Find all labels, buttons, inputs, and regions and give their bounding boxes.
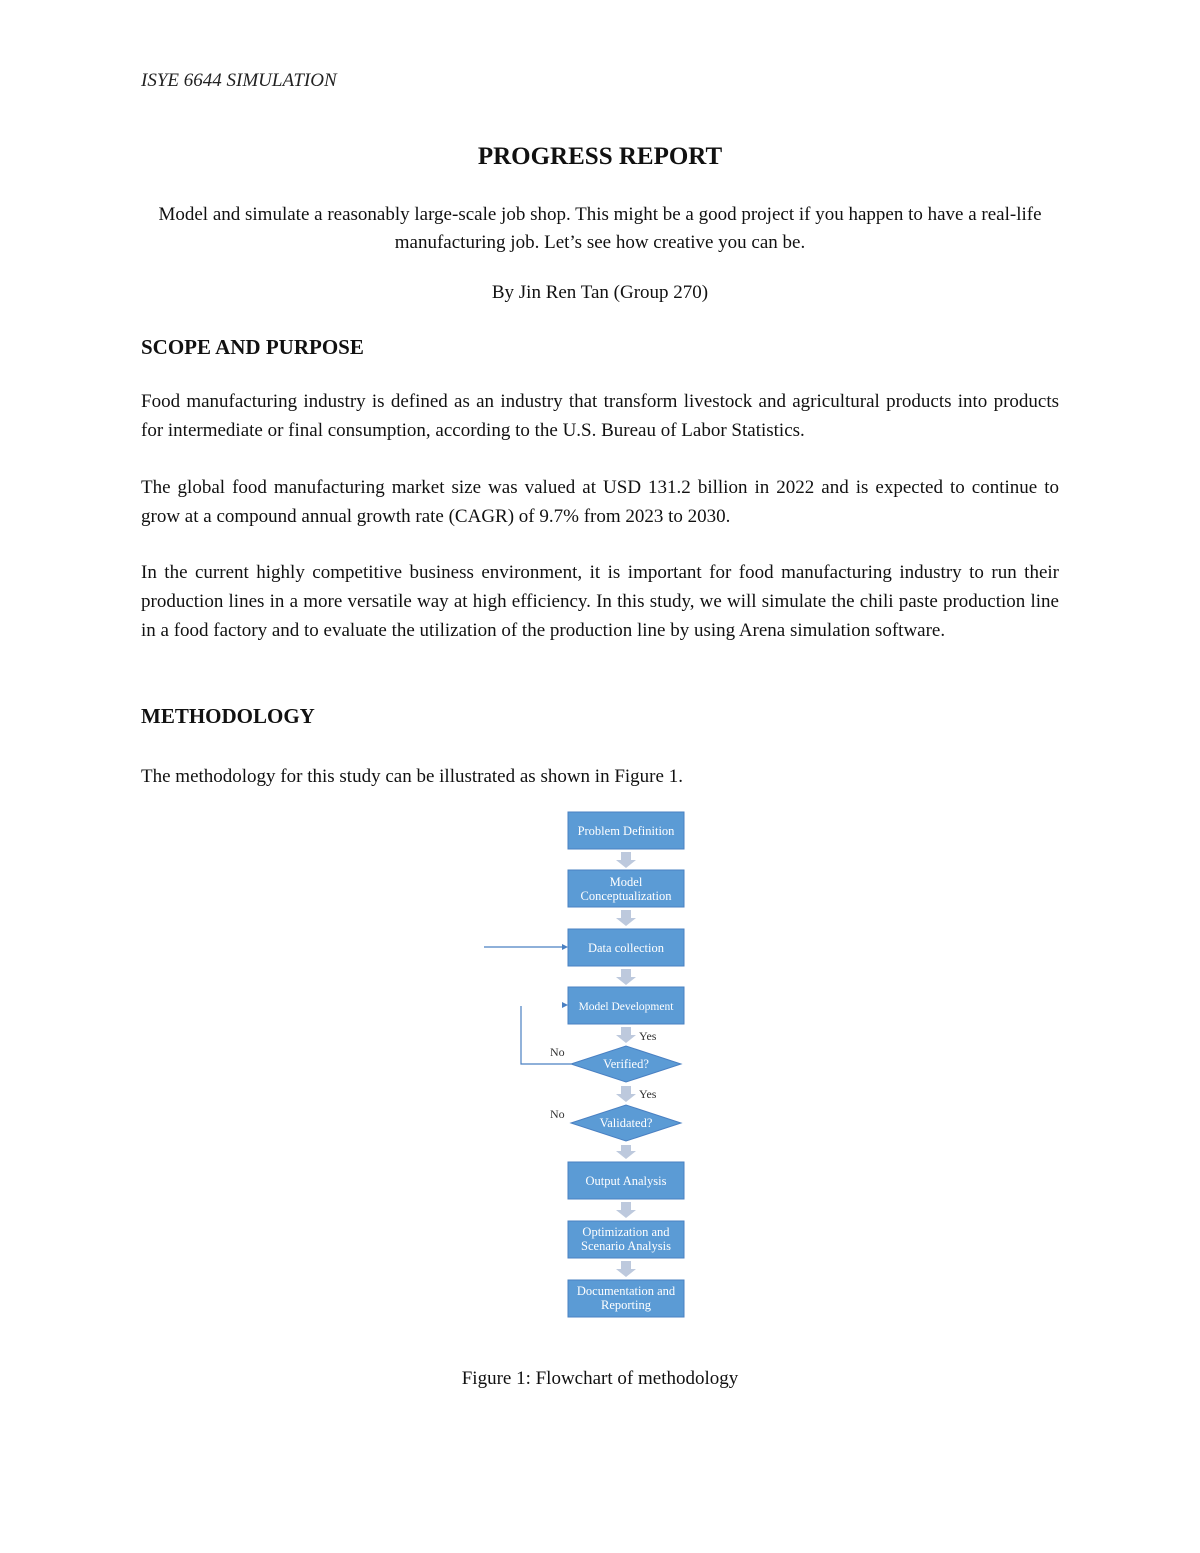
- node-validated: Validated?: [599, 1116, 653, 1130]
- scope-paragraph-1: Food manufacturing industry is defined as an industry that transform livestock and agricultural products into products for intermediate or final consumption, according to the U.S. Bureau of Labor Statistics.: [141, 391, 1059, 441]
- subtitle: Model and simulate a reasonably large-scale job shop. This might be a good project if you happen to have a real-life manufacturing job. Let’s see how creative you can be.: [158, 204, 1042, 253]
- node-documentation-line2: Reporting: [601, 1298, 651, 1312]
- node-data-collection: Data collection: [587, 941, 665, 955]
- scope-heading: SCOPE AND PURPOSE: [141, 335, 364, 359]
- down-arrow-4: [616, 1027, 636, 1043]
- methodology-heading: METHODOLOGY: [141, 704, 315, 728]
- node-verified: Verified?: [603, 1057, 649, 1071]
- running-header: ISYE 6644 SIMULATION: [141, 70, 337, 91]
- node-model-development: Model Development: [578, 1001, 674, 1013]
- label-yes-verified: Yes: [639, 1029, 657, 1043]
- scope-paragraph-2: The global food manufacturing market size was valued at USD 131.2 billion in 2022 and is expected to continue to grow at a compound annual growth rate (CAGR) of 9.7% from 2023 to 2030.: [141, 477, 1059, 527]
- down-arrow-8: [616, 1261, 636, 1277]
- loop-arrowhead: [562, 1002, 568, 1008]
- down-arrow-7: [616, 1202, 636, 1218]
- down-arrow-5: [616, 1086, 636, 1102]
- figure-caption: Figure 1: Flowchart of methodology: [461, 1368, 739, 1389]
- data-input-arrowhead: [562, 944, 568, 950]
- author-line: By Jin Ren Tan (Group 270): [491, 282, 709, 303]
- methodology-flowchart: [470, 805, 720, 1325]
- node-output-analysis: Output Analysis: [585, 1174, 667, 1188]
- label-yes-validated: Yes: [639, 1087, 657, 1101]
- label-no-validated: No: [550, 1107, 565, 1121]
- node-model-conceptualization-line1: Model: [609, 875, 643, 889]
- methodology-paragraph: The methodology for this study can be illustrated as shown in Figure 1.: [141, 766, 683, 787]
- scope-paragraph-3: In the current highly competitive business environment, it is important for food manufacturing industry to run their production lines in a more versatile way at high efficiency. In this study, we will simulate the chili paste production line in a food factory and to evaluate the utilization of the production line by using Arena simulation software.: [141, 562, 1059, 641]
- down-arrow-6: [616, 1145, 636, 1159]
- down-arrow-2: [616, 910, 636, 926]
- node-optimization-line2: Scenario Analysis: [581, 1239, 671, 1253]
- node-documentation-line1: Documentation and: [576, 1284, 676, 1298]
- label-no-verified: No: [550, 1045, 565, 1059]
- node-problem-definition: Problem Definition: [577, 824, 675, 838]
- down-arrow-3: [616, 969, 636, 985]
- node-model-conceptualization-line2: Conceptualization: [580, 889, 672, 903]
- down-arrow-1: [616, 852, 636, 868]
- node-optimization-line1: Optimization and: [582, 1225, 670, 1239]
- page-title: PROGRESS REPORT: [477, 143, 723, 170]
